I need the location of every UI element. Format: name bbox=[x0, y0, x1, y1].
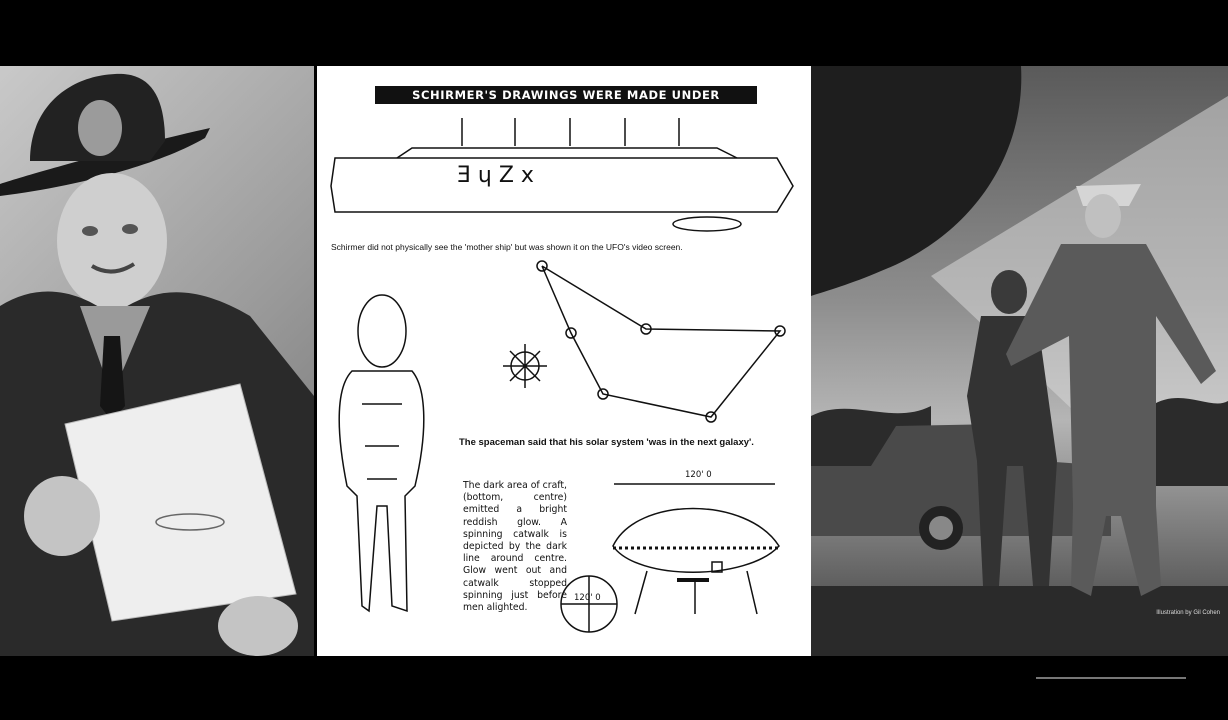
solar-system-caption: The spaceman said that his solar system 'was in the next galaxy'. bbox=[459, 437, 754, 448]
svg-text:Ǝ ɥ Z x: Ǝ ɥ Z x bbox=[457, 163, 534, 188]
photo-officer-holding-drawing bbox=[0, 66, 314, 656]
craft-description-caption: The dark area of craft, (bottom, centre) emitted a bright reddish glow. A spinning catwalk is depicted by the dark line around centre. Glow went out and catwalk stopped spinning just before men alighted. bbox=[463, 480, 567, 614]
hypnosis-drawings-scan bbox=[317, 66, 811, 656]
officer-illustration bbox=[0, 66, 314, 656]
scan-headline: SCHIRMER'S DRAWINGS WERE MADE UNDER HYPNOSIS bbox=[375, 86, 757, 104]
circle-diameter-label: 120' 0 bbox=[574, 593, 601, 603]
progress-line bbox=[1036, 677, 1186, 679]
encounter-painting bbox=[811, 66, 1228, 656]
craft-width-label: 120' 0 bbox=[685, 470, 712, 480]
illustration-credit: Illustration by Gil Cohen bbox=[1156, 610, 1220, 616]
mothership-caption: Schirmer did not physically see the 'mother ship' but was shown it on the UFO's video screen. bbox=[331, 242, 683, 252]
alien-encounter-illustration bbox=[811, 66, 1228, 656]
